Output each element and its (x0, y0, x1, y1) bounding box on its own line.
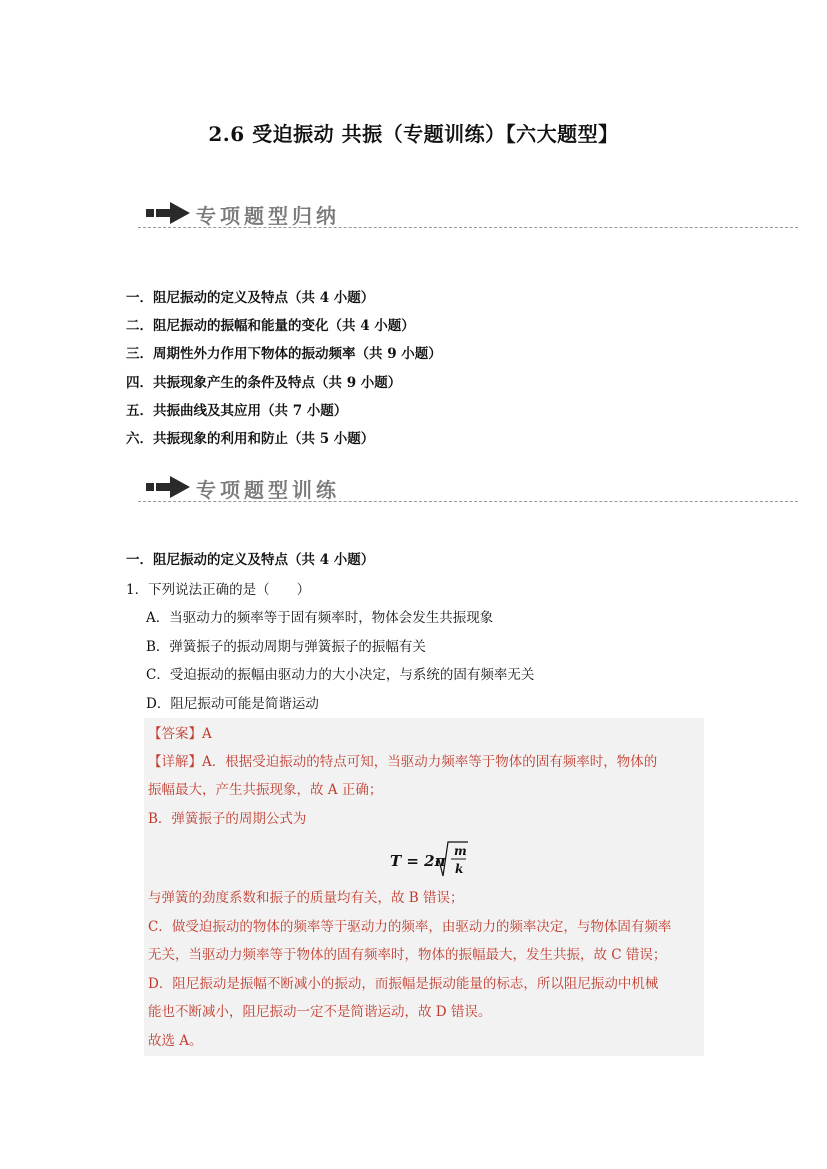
explanation-line: 无关，当驱动力频率等于物体的固有频率时，物体的振幅最大，发生共振，故 C 错误； (148, 947, 667, 963)
question-number: 1． (126, 582, 149, 598)
topic-item-3: 三．周期性外力作用下物体的振动频率（共 9 小题） (126, 346, 442, 363)
banner-training-text: 专项题型训练 (196, 478, 340, 502)
topic-item-2: 二．阻尼振动的振幅和能量的变化（共 4 小题） (126, 318, 415, 335)
page-title: 2.6 受迫振动 共振（专题训练）【六大题型】 (208, 122, 619, 146)
answer-line: 【答案】A (148, 726, 212, 742)
formula-graphic (390, 838, 470, 882)
question-text: 下列说法正确的是（ ） (148, 582, 311, 598)
banner-summary-text: 专项题型归纳 (196, 204, 340, 228)
banner-summary (138, 196, 798, 236)
options-list (146, 604, 534, 718)
arrow-right-icon (146, 200, 190, 226)
section-heading: 一．阻尼振动的定义及特点（共 4 小题） (126, 552, 375, 568)
period-formula (390, 838, 470, 886)
explanation-line: 能也不断减小，阻尼振动一定不是简谐运动，故 D 错误。 (148, 1004, 492, 1020)
option-a: A．当驱动力的频率等于固有频率时，物体会发生共振现象 (146, 610, 494, 626)
formula-denominator: k (455, 862, 464, 876)
divider (138, 501, 798, 502)
topic-item-4: 四．共振现象产生的条件及特点（共 9 小题） (126, 374, 402, 391)
question-1 (126, 578, 310, 598)
option-c: C．受迫振动的振幅由驱动力的大小决定，与系统的固有频率无关 (146, 667, 535, 683)
formula-numerator: m (454, 844, 467, 858)
topic-item-6: 六．共振现象的利用和防止（共 5 小题） (126, 430, 375, 447)
topic-item-1: 一．阻尼振动的定义及特点（共 4 小题） (126, 290, 375, 306)
formula-lhs: T = 2π (390, 852, 446, 870)
topic-item-5: 五．共振曲线及其应用（共 7 小题） (126, 402, 348, 419)
explanation-line: C．做受迫振动的物体的频率等于驱动力的频率，由驱动力的频率决定，与物体固有频率 (148, 919, 672, 935)
option-d: D．阻尼振动可能是简谐运动 (146, 695, 319, 712)
banner-training (138, 470, 798, 510)
explanation-line: D．阻尼振动是振幅不断减小的振动，而振幅是振动能量的标志，所以阻尼振动中机械 (148, 976, 659, 992)
explanation-line: 振幅最大，产生共振现象，故 A 正确； (148, 782, 383, 798)
option-b: B．弹簧振子的振动周期与弹簧振子的振幅有关 (146, 638, 426, 655)
topic-list (126, 284, 442, 453)
explanation-line: 与弹簧的劲度系数和振子的质量均有关，故 B 错误； (148, 890, 464, 906)
arrow-right-icon (146, 474, 190, 500)
divider (138, 227, 798, 228)
explanation-line: 【详解】A．根据受迫振动的特点可知，当驱动力频率等于物体的固有频率时，物体的 (148, 754, 658, 770)
explanation-line: B．弹簧振子的周期公式为 (148, 811, 307, 827)
explanation-line: 故选 A。 (148, 1033, 203, 1049)
